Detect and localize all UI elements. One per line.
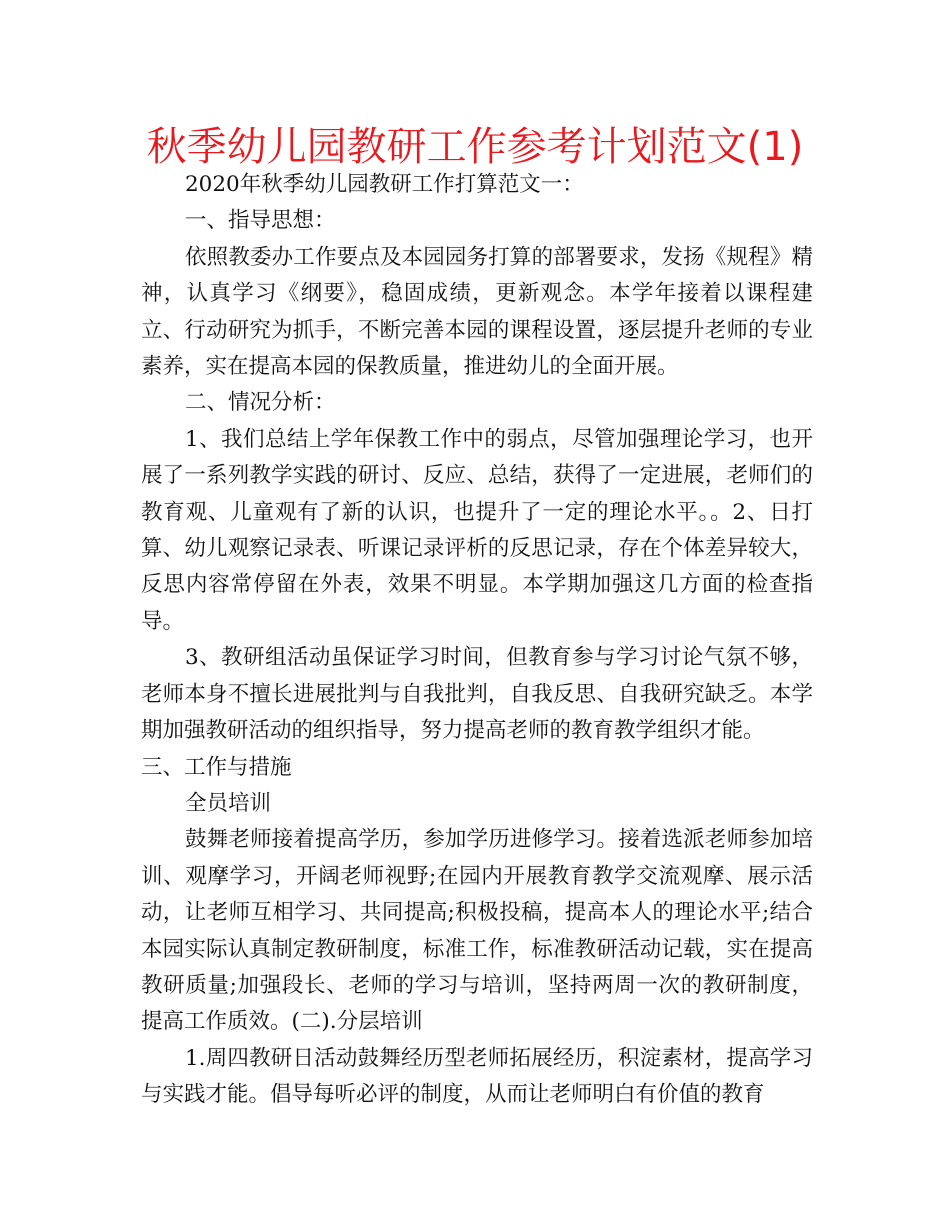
document-title: 秋季幼儿园教研工作参考计划范文(1) xyxy=(146,124,804,170)
heading-work-measures: 三、工作与措施 xyxy=(141,754,292,780)
paragraph-analysis-3: 3、教研组活动虽保证学习时间，但教育参与学习讨论气氛不够，老师本身不擅长进展批判与自我批判，自我反思、自我研究缺乏。本学期加强教研活动的组织指导，努力提高老师的教育教学组织才能。 xyxy=(141,645,813,744)
heading-all-staff-training: 全员培训 xyxy=(185,790,272,816)
document-body xyxy=(141,167,813,1114)
heading-situation-analysis: 二、情况分析： xyxy=(185,390,336,416)
paragraph-analysis-1: 1、我们总结上学年保教工作中的弱点，尽管加强理论学习，也开展了一系列教学实践的研讨、反应、总结，获得了一定进展，老师们的教育观、儿童观有了新的认识，也提升了一定的理论水平。。2、日打算、幼儿观察记录表、听课记录评析的反思记录，存在个体差异较大，反思内容常停留在外表，效果不明显。本学期加强这几方面的检查指导。 xyxy=(141,426,813,634)
paragraph-layered-training-1: 1.周四教研日活动鼓舞经历型老师拓展经历，积淀素材，提高学习与实践才能。倡导每听必评的制度，从而让老师明白有价值的教育 xyxy=(141,1045,813,1108)
heading-guiding-thought: 一、指导思想： xyxy=(185,208,336,234)
paragraph-training: 鼓舞老师接着提高学历，参加学历进修学习。接着选派老师参加培训、观摩学习，开阔老师视野;在园内开展教育教学交流观摩、展示活动，让老师互相学习、共同提高;积极投稿，提高本人的理论水平;结合本园实际认真制定教研制度，标准工作，标准教研活动记载，实在提高教研质量;加强段长、老师的学习与培训，坚持两周一次的教研制度，提高工作质效。(二).分层培训 xyxy=(141,827,813,1035)
paragraph-intro: 2020年秋季幼儿园教研工作打算范文一： xyxy=(185,172,584,197)
paragraph-guiding-thought: 依照教委办工作要点及本园园务打算的部署要求，发扬《规程》精神，认真学习《纲要》，稳固成绩，更新观念。本学年接着以课程建立、行动研究为抓手，不断完善本园的课程设置，逐层提升老师的专业素养，实在提高本园的保教质量，推进幼儿的全面开展。 xyxy=(141,244,813,380)
